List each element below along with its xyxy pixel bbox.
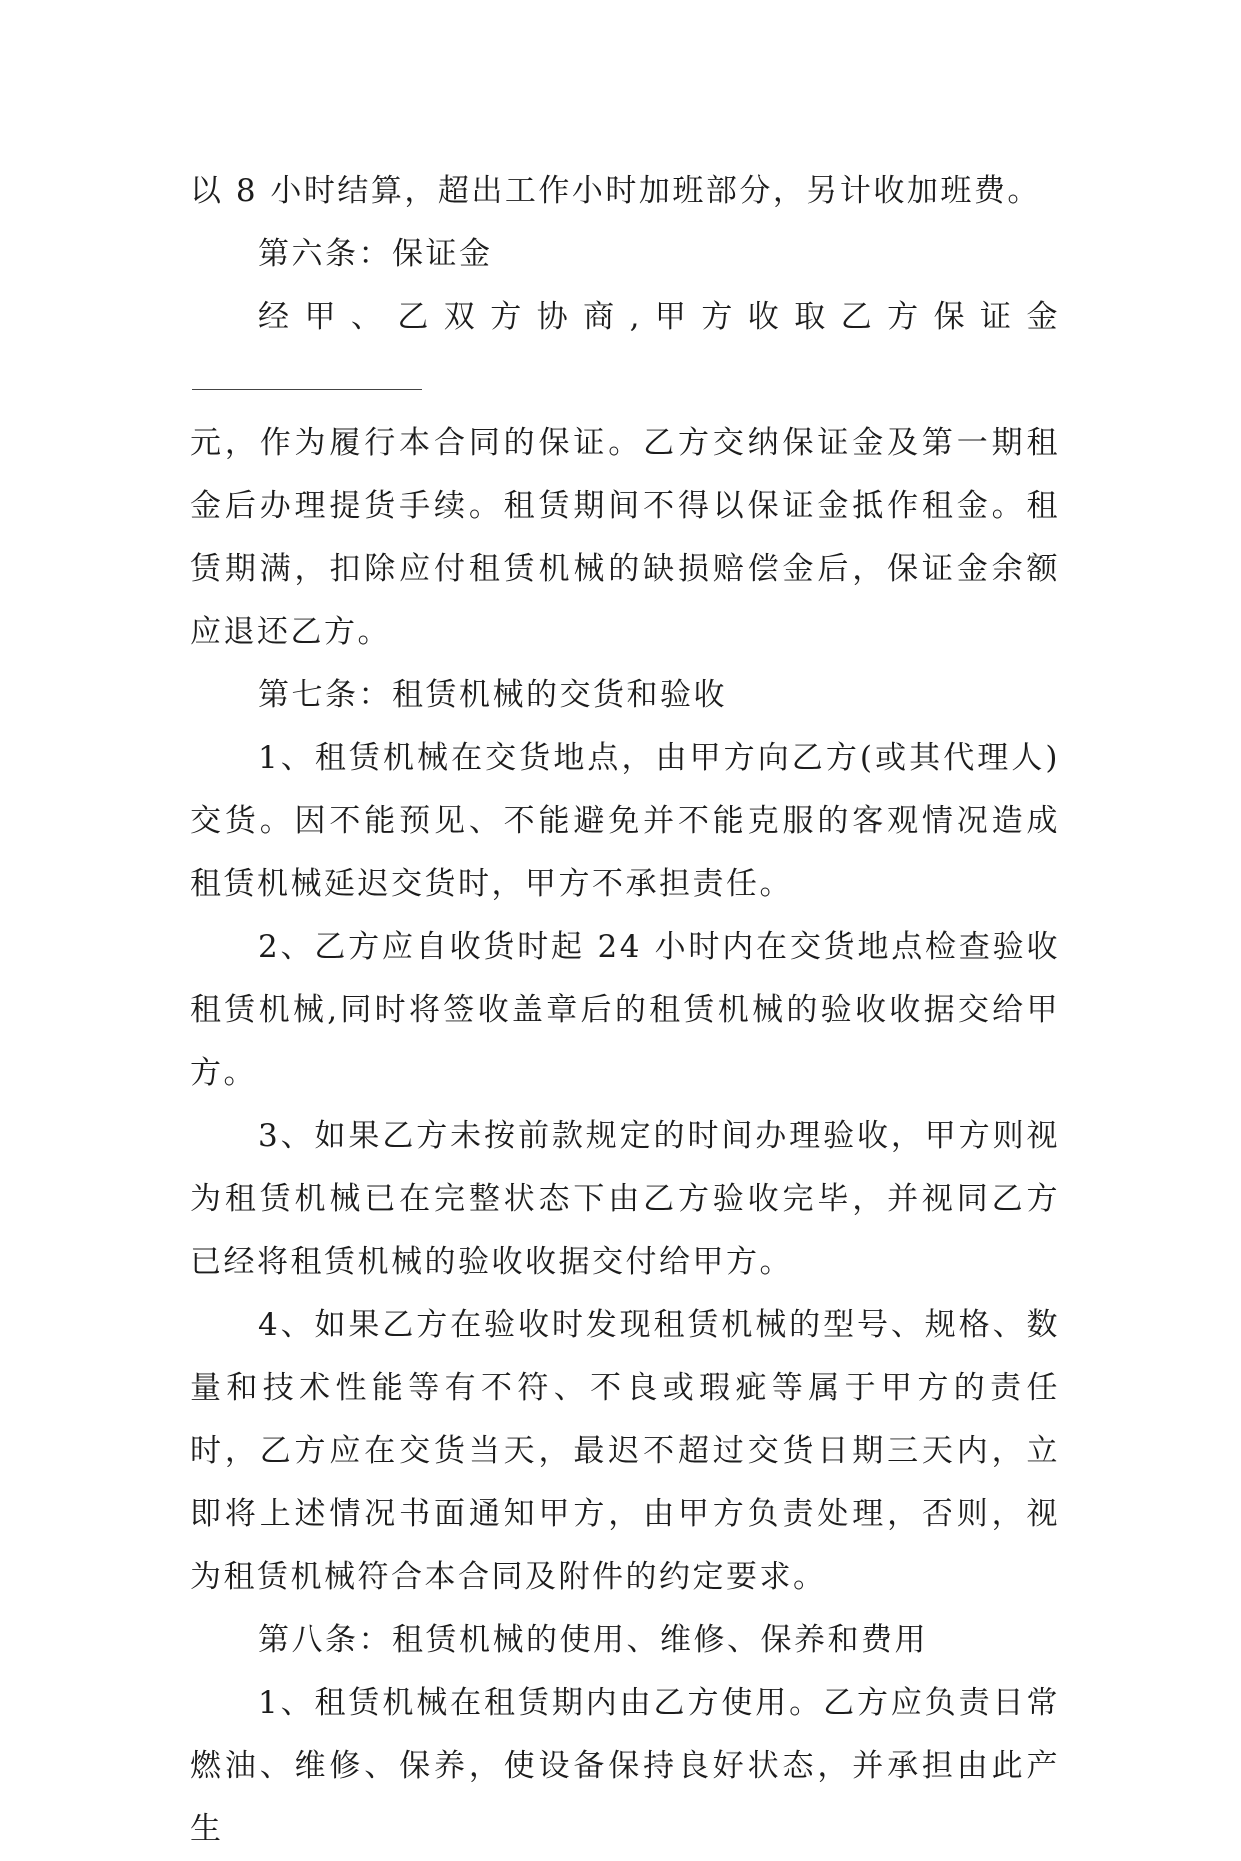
paragraph-overtime: 以 8 小时结算，超出工作小时加班部分，另计收加班费。 [190, 173, 1041, 209]
paragraph-usage-1: 1、租赁机械在租赁期内由乙方使用。乙方应负责日常燃油、维修、保养，使设备保持良好状态，并承担由此产生 [190, 1685, 1060, 1847]
paragraph-delivery-2: 2、乙方应自收货时起 24 小时内在交货地点检查验收租赁机械,同时将签收盖章后的租赁机械的验收收据交给甲方。 [190, 929, 1060, 1091]
paragraph-delivery-4: 4、如果乙方在验收时发现租赁机械的型号、规格、数量和技术性能等有不符、不良或瑕疵等属于甲方的责任时，乙方应在交货当天，最迟不超过交货日期三天内，立即将上述情况书面通知甲方，由甲方负责处理，否则，视为租赁机械符合本合同及附件的约定要求。 [190, 1307, 1060, 1595]
paragraph-delivery-3: 3、如果乙方未按前款规定的时间办理验收，甲方则视为租赁机械已在完整状态下由乙方验收完毕，并视同乙方已经将租赁机械的验收收据交付给甲方。 [190, 1118, 1060, 1280]
heading-article-6: 第六条：保证金 [258, 236, 493, 272]
paragraph-deposit-intro [190, 286, 1060, 412]
deposit-intro-text: 经甲、乙双方协商,甲方收取乙方保证金 [258, 299, 1060, 335]
heading-article-8: 第八条：租赁机械的使用、维修、保养和费用 [258, 1622, 928, 1658]
document-body [190, 160, 1060, 1861]
paragraph-delivery-1: 1、租赁机械在交货地点，由甲方向乙方(或其代理人)交货。因不能预见、不能避免并不能克服的客观情况造成租赁机械延迟交货时，甲方不承担责任。 [190, 740, 1060, 902]
deposit-amount-blank [192, 359, 422, 390]
heading-article-7: 第七条：租赁机械的交货和验收 [258, 677, 727, 713]
paragraph-deposit-terms: 元，作为履行本合同的保证。乙方交纳保证金及第一期租金后办理提货手续。租赁期间不得以保证金抵作租金。租赁期满，扣除应付租赁机械的缺损赔偿金后，保证金余额应退还乙方。 [190, 425, 1060, 650]
